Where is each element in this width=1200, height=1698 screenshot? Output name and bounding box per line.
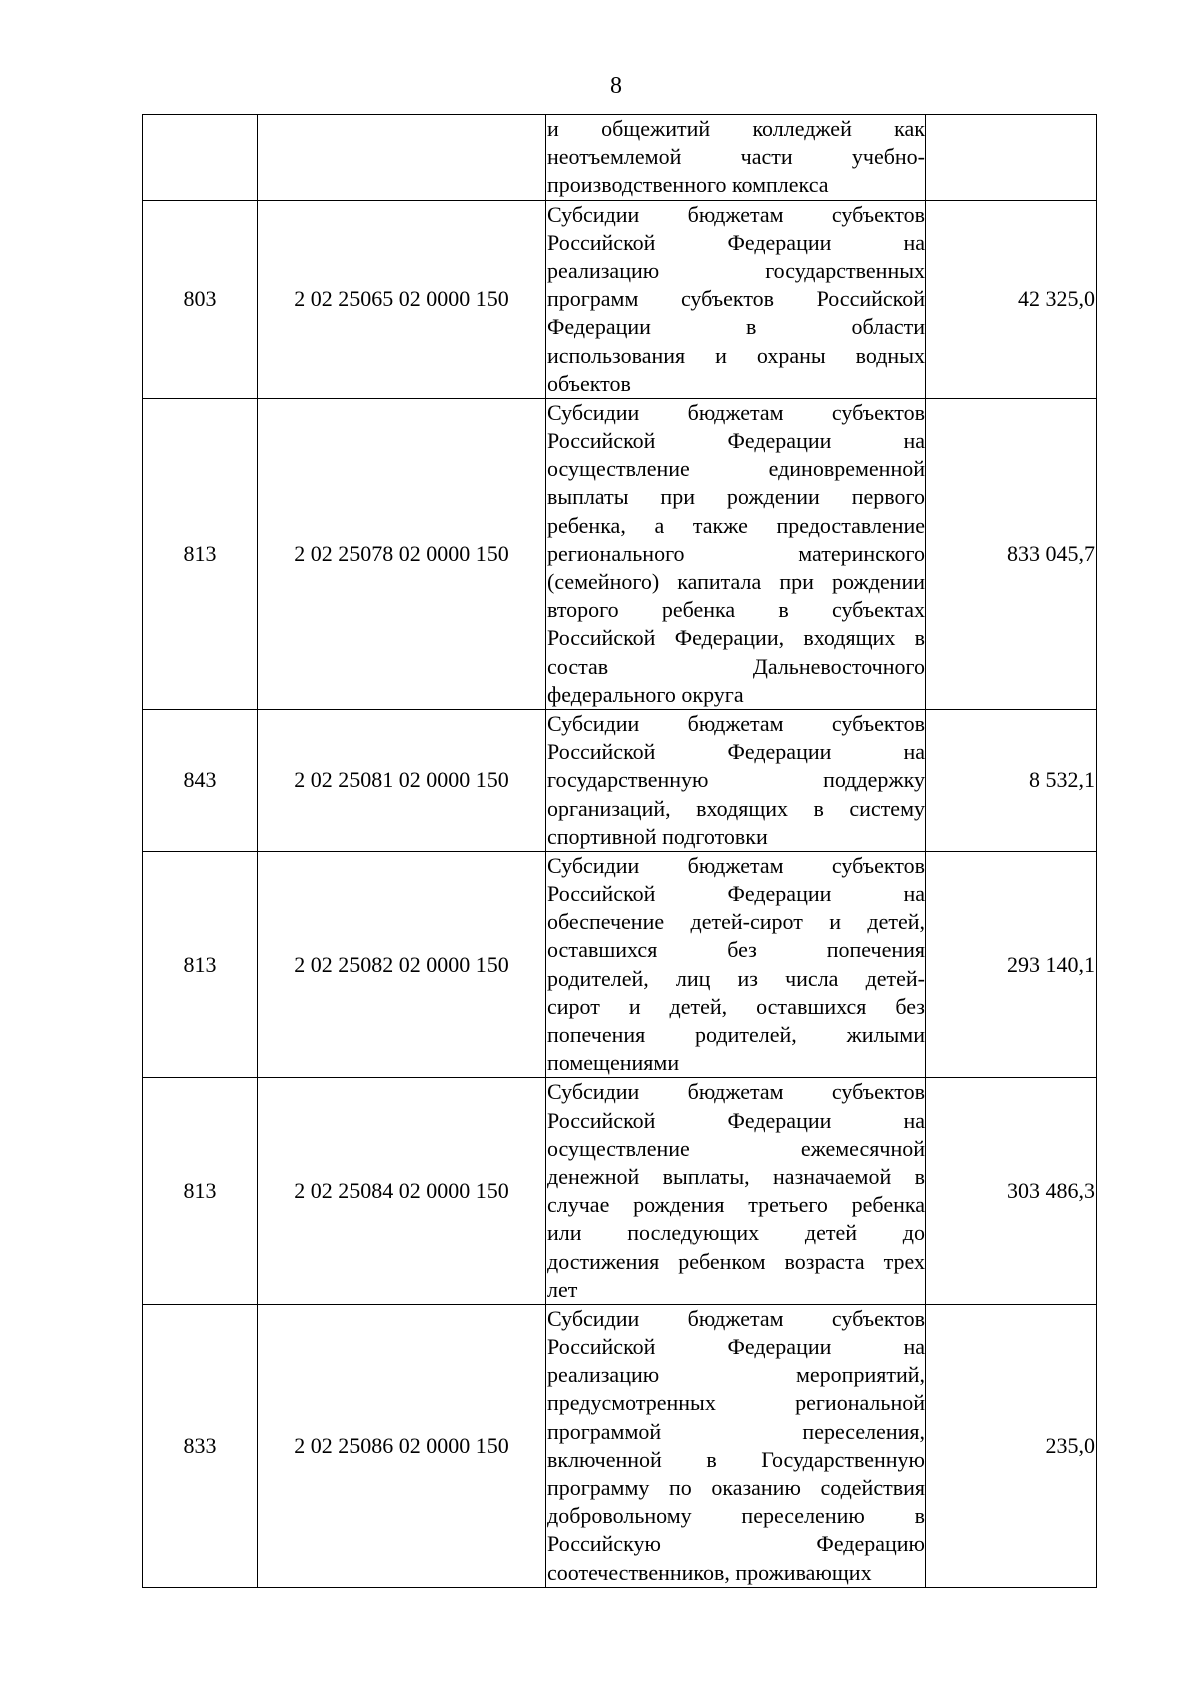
admin-code-cell: 843 <box>143 709 258 851</box>
table-body <box>143 115 1097 1588</box>
revenue-name-line: второго ребенка в субъектах <box>547 597 925 623</box>
revenue-name-line: спортивной подготовки <box>547 823 768 849</box>
revenue-name-line: обеспечение детей-сирот и детей, <box>547 909 925 935</box>
budget-classification-code-cell: 2 02 25078 02 0000 150 <box>258 398 546 709</box>
revenue-name-line: Российской Федерации на <box>547 881 925 907</box>
amount-cell: 235,0 <box>926 1304 1097 1587</box>
admin-code-cell: 803 <box>143 200 258 398</box>
revenue-name-cell <box>546 1078 926 1305</box>
revenue-name-line: (семейного) капитала при рождении <box>547 569 925 594</box>
revenue-name-line: предусмотренных региональной <box>547 1390 925 1416</box>
revenue-name-line: Российскую Федерацию <box>547 1531 925 1557</box>
admin-code-cell: 813 <box>143 851 258 1078</box>
table-row <box>143 709 1097 851</box>
revenue-name-line: Субсидии бюджетам субъектов <box>547 1079 925 1105</box>
amount-cell: 303 486,3 <box>926 1078 1097 1305</box>
revenue-name-line: или последующих детей до <box>547 1220 925 1246</box>
budget-classification-code-cell: 2 02 25084 02 0000 150 <box>258 1078 546 1305</box>
revenue-name-line: Российской Федерации, входящих в <box>547 625 925 651</box>
revenue-name-line: регионального материнского <box>547 540 925 566</box>
table-row <box>143 851 1097 1078</box>
revenue-name-line: попечения родителей, жилыми <box>547 1022 925 1047</box>
revenue-name-line: выплаты при рождении первого <box>547 484 925 510</box>
revenue-name-line: программ субъектов Российской <box>547 286 925 312</box>
admin-code-cell: 813 <box>143 1078 258 1305</box>
budget-classification-code-cell: 2 02 25082 02 0000 150 <box>258 851 546 1078</box>
table-row <box>143 200 1097 398</box>
revenue-name-line: федерального округа <box>547 681 744 707</box>
revenue-name-line: осуществление ежемесячной <box>547 1135 925 1161</box>
revenue-name-line: Субсидии бюджетам субъектов <box>547 201 925 227</box>
revenue-name-line: Субсидии бюджетам субъектов <box>547 852 925 878</box>
revenue-name-line: Российской Федерации на <box>547 428 925 454</box>
amount-cell <box>926 115 1097 201</box>
revenue-name-line: неотъемлемой части учебно- <box>547 144 925 170</box>
revenue-name-line: государственную поддержку <box>547 767 925 793</box>
budget-classification-code-cell <box>258 115 546 201</box>
table-row <box>143 398 1097 709</box>
revenue-name-line: Российской Федерации на <box>547 229 925 255</box>
revenue-name-cell <box>546 115 926 201</box>
revenue-name-line: ребенка, а также предоставление <box>547 512 925 538</box>
revenue-name-line: объектов <box>547 370 631 396</box>
amount-cell: 42 325,0 <box>926 200 1097 398</box>
budget-classification-code-cell: 2 02 25086 02 0000 150 <box>258 1304 546 1587</box>
revenue-name-line: и общежитий колледжей как <box>547 116 925 141</box>
amount-cell: 293 140,1 <box>926 851 1097 1078</box>
revenue-name-line: оставшихся без попечения <box>547 937 925 963</box>
table-row <box>143 1078 1097 1305</box>
admin-code-cell: 833 <box>143 1304 258 1587</box>
admin-code-cell <box>143 115 258 201</box>
revenue-name-line: Субсидии бюджетам субъектов <box>547 710 925 736</box>
revenue-name-line: организаций, входящих в систему <box>547 795 925 821</box>
revenue-name-line: добровольному переселению в <box>547 1503 925 1529</box>
amount-cell: 833 045,7 <box>926 398 1097 709</box>
revenue-name-cell <box>546 1304 926 1587</box>
admin-code-cell: 813 <box>143 398 258 709</box>
revenue-name-line: родителей, лиц из числа детей- <box>547 965 925 991</box>
revenue-name-line: состав Дальневосточного <box>547 653 925 679</box>
revenue-name-line: Субсидии бюджетам субъектов <box>547 1305 925 1331</box>
page-number: 8 <box>610 73 622 99</box>
revenue-name-cell <box>546 709 926 851</box>
revenue-name-line: включенной в Государственную <box>547 1446 925 1472</box>
revenue-name-line: Российской Федерации на <box>547 739 925 765</box>
revenue-name-cell <box>546 200 926 398</box>
revenue-name-line: Федерации в области <box>547 314 925 340</box>
amount-cell: 8 532,1 <box>926 709 1097 851</box>
revenue-name-line: Субсидии бюджетам субъектов <box>547 399 925 425</box>
revenue-name-line: случае рождения третьего ребенка <box>547 1192 925 1218</box>
revenue-name-cell <box>546 398 926 709</box>
revenue-name-line: помещениями <box>547 1050 680 1076</box>
revenue-name-line: использования и охраны водных <box>547 342 925 368</box>
table-row <box>143 1304 1097 1587</box>
revenue-name-line: реализацию государственных <box>547 257 925 283</box>
revenue-name-line: достижения ребенком возраста трех <box>547 1248 925 1274</box>
revenue-name-line: программу по оказанию содействия <box>547 1475 925 1500</box>
revenue-table <box>142 114 1097 1588</box>
revenue-name-line: производственного комплекса <box>547 172 829 198</box>
revenue-name-line: Российской Федерации на <box>547 1107 925 1133</box>
budget-classification-code-cell: 2 02 25081 02 0000 150 <box>258 709 546 851</box>
revenue-name-line: осуществление единовременной <box>547 456 925 482</box>
revenue-name-cell <box>546 851 926 1078</box>
revenue-name-line: лет <box>547 1276 578 1302</box>
revenue-name-line: Российской Федерации на <box>547 1334 925 1360</box>
revenue-name-line: соотечественников, проживающих <box>547 1559 872 1585</box>
table-row <box>143 115 1097 201</box>
revenue-name-line: реализацию мероприятий, <box>547 1362 925 1388</box>
revenue-name-line: сирот и детей, оставшихся без <box>547 993 925 1019</box>
budget-classification-code-cell: 2 02 25065 02 0000 150 <box>258 200 546 398</box>
revenue-name-line: программой переселения, <box>547 1418 925 1444</box>
revenue-name-line: денежной выплаты, назначаемой в <box>547 1163 925 1189</box>
